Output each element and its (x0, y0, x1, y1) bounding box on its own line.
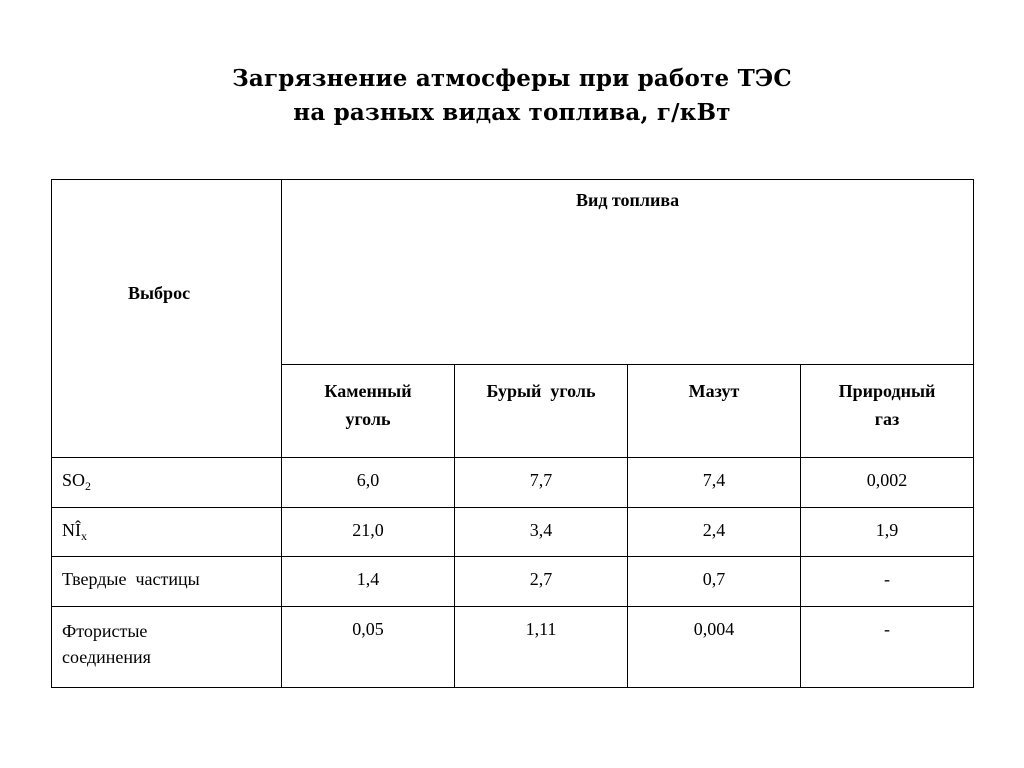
row-label-subscript: x (81, 529, 87, 543)
table-cell: 1,4 (282, 557, 455, 607)
table-cell: - (801, 607, 974, 688)
table-cell: 7,7 (455, 458, 628, 508)
emissions-table (51, 179, 974, 688)
table-cell: 1,9 (801, 508, 974, 557)
row-label: Твердые частицы (52, 557, 282, 607)
header-fuel-fuel-oil (628, 365, 801, 458)
row-label-text: NÎ (62, 520, 81, 540)
table-cell: 0,05 (282, 607, 455, 688)
table-cell: 3,4 (455, 508, 628, 557)
header-fuel-hard-coal-line-1: Каменный (324, 381, 412, 401)
header-fuel-brown-coal-line-1: Бурый уголь (486, 381, 596, 401)
table-cell: 0,002 (801, 458, 974, 508)
title-line-1: Загрязнение атмосферы при работе ТЭС (232, 65, 792, 92)
header-fuel-type: Вид топлива (282, 180, 974, 365)
header-fuel-natural-gas-line-2: газ (874, 409, 900, 429)
table-cell: 6,0 (282, 458, 455, 508)
header-emission: Выброс (52, 180, 282, 458)
header-fuel-natural-gas (801, 365, 974, 458)
row-label (52, 458, 282, 508)
title-line-2: на разных видах топлива, г/кВт (293, 99, 731, 126)
row-label-text: SO (62, 470, 86, 490)
table-row (52, 557, 974, 607)
table-cell: 21,0 (282, 508, 455, 557)
row-label (52, 508, 282, 557)
header-fuel-hard-coal (282, 365, 455, 458)
table-row (52, 607, 974, 688)
table-cell: 0,004 (628, 607, 801, 688)
header-fuel-natural-gas-line-1: Природный (838, 381, 936, 401)
table-row (52, 508, 974, 557)
header-fuel-hard-coal-line-2: уголь (345, 409, 391, 429)
table-cell: 1,11 (455, 607, 628, 688)
row-label: Фтористые соединения (52, 607, 282, 688)
header-fuel-brown-coal (455, 365, 628, 458)
slide-title (0, 62, 1024, 130)
table-header-row (52, 180, 974, 365)
table-row (52, 458, 974, 508)
table-cell: 2,4 (628, 508, 801, 557)
table-cell: - (801, 557, 974, 607)
table-cell: 7,4 (628, 458, 801, 508)
row-label-subscript: 2 (85, 479, 92, 493)
header-fuel-fuel-oil-line-1: Мазут (688, 381, 740, 401)
table-cell: 0,7 (628, 557, 801, 607)
table-cell: 2,7 (455, 557, 628, 607)
